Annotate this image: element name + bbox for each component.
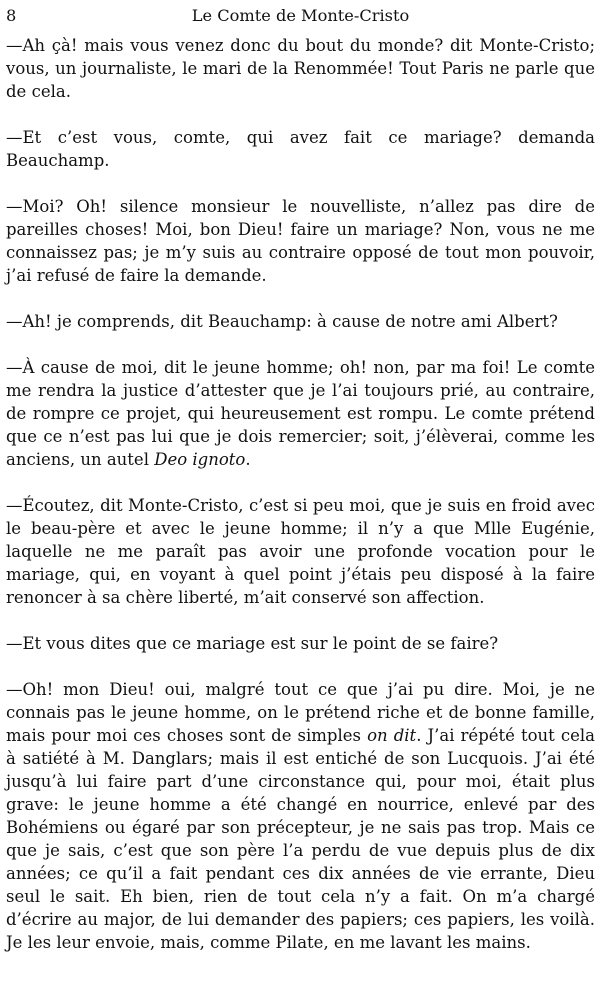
paragraph-text: —À cause de moi, dit le jeune homme; oh! non, par ma foi! Le comte me rendra la justice d’attester que je l’ai toujours prié, au contraire, de rompre ce projet, qui heureusement est rompu. Le comte prétend que ce n’est pas lui que je dois remercier; soit, j’élèverai, comme les anciens, un autel (6, 358, 595, 469)
page-number: 8 (6, 6, 17, 25)
dialogue-paragraph (6, 310, 595, 333)
dialogue-paragraph (6, 356, 595, 471)
running-header (6, 6, 595, 34)
dialogue-paragraph (6, 678, 595, 954)
book-title: Le Comte de Monte-Cristo (191, 6, 410, 25)
paragraph-text: —Écoutez, dit Monte-Cristo, c’est si peu moi, que je suis en froid avec le beau-père et avec le jeune homme; il n’y a que Mlle Eugénie, laquelle ne me paraît pas avoir une profonde vocation pour le mariage, qui, en voyant à quel point j’étais peu disposé à la faire renoncer à sa chère liberté, m’ait conservé son affection. (6, 496, 595, 607)
paragraph-text: —Moi? Oh! silence monsieur le nouvelliste, n’allez pas dire de pareilles choses! Moi, bon Dieu! faire un mariage? Non, vous ne me connaissez pas; je m’y suis au contraire opposé de tout mon pouvoir, j’ai refusé de faire la demande. (6, 197, 595, 285)
paragraph-text: . (245, 450, 251, 469)
paragraph-text: —Oh! mon Dieu! oui, malgré tout ce que j’ai pu dire. Moi, je ne connais pas le jeune homme, on le prétend riche et de bonne famille, mais pour moi ces choses sont de simples (6, 680, 595, 745)
body-text (6, 34, 595, 954)
paragraph-text: —Ah çà! mais vous venez donc du bout du monde? dit Monte-Cristo; vous, un journaliste, le mari de la Renommée! Tout Paris ne parle que de cela. (6, 36, 595, 101)
book-page (6, 6, 595, 954)
dialogue-paragraph (6, 34, 595, 103)
italic-phrase: on dit (367, 726, 417, 745)
dialogue-paragraph (6, 126, 595, 172)
paragraph-text: . J’ai répété tout cela à satiété à M. Danglars; mais il est entiché de son Lucquois. J’ai été jusqu’à lui faire part d’une circonstance qui, pour moi, était plus grave: le jeune homme a été changé en nourrice, enlevé par des Bohémiens ou égaré par son précepteur, je ne sais pas trop. Mais ce que je sais, c’est que son père l’a perdu de vue depuis plus de dix années; ce qu’il a fait pendant ces dix années de vie errante, Dieu seul le sait. Eh bien, rien de tout cela n’y a fait. On m’a chargé d’écrire au major, de lui demander des papiers; ces papiers, les voilà. Je les leur envoie, mais, comme Pilate, en me lavant les mains. (6, 726, 595, 952)
dialogue-paragraph (6, 195, 595, 287)
dialogue-paragraph (6, 494, 595, 609)
dialogue-paragraph (6, 632, 595, 655)
paragraph-text: —Et c’est vous, comte, qui avez fait ce mariage? demanda Beauchamp. (6, 128, 595, 170)
paragraph-text: —Ah! je comprends, dit Beauchamp: à cause de notre ami Albert? (6, 312, 558, 331)
italic-phrase: Deo ignoto (154, 450, 246, 469)
paragraph-text: —Et vous dites que ce mariage est sur le point de se faire? (6, 634, 499, 653)
